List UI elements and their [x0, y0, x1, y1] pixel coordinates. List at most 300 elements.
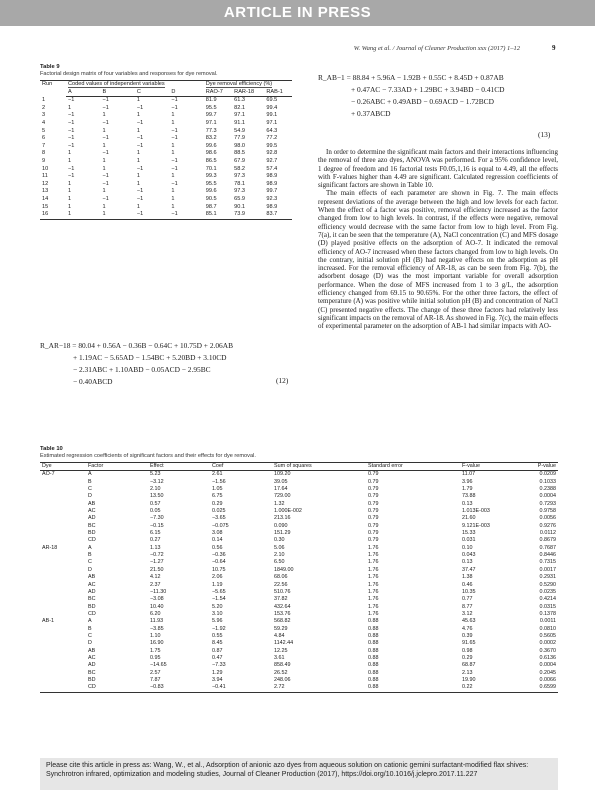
- table-cell: 0.0004: [539, 662, 556, 669]
- equation-13-number: (13): [538, 130, 551, 139]
- table-cell: 22.56: [274, 581, 288, 588]
- equation-13-line: + 0.37ABCD: [351, 109, 391, 118]
- table-cell: 15: [42, 203, 49, 210]
- table-cell: 1: [136, 157, 140, 164]
- table-cell: 1.79: [462, 486, 473, 493]
- table-row: [40, 662, 558, 669]
- table-cell: B: [88, 625, 92, 632]
- table-row: [40, 188, 292, 196]
- table-cell: 0.8446: [539, 552, 556, 559]
- table-cell: 510.76: [274, 588, 291, 595]
- table-cell: 45.63: [462, 618, 476, 625]
- table-row: [40, 181, 292, 189]
- table-cell: −0.36: [212, 552, 226, 559]
- table-cell: 16.90: [150, 640, 164, 647]
- table-cell: 0.0315: [539, 603, 556, 610]
- table-cell: [40, 552, 86, 559]
- table-cell: −1: [171, 104, 178, 111]
- table-cell: 92.7: [266, 157, 278, 164]
- table-cell: [40, 626, 86, 633]
- table-cell: −1: [68, 119, 75, 126]
- table-cell: AB: [88, 647, 96, 654]
- table-row: [40, 604, 558, 611]
- equation-13-line: R_AB−1 = 88.84 + 5.96A − 1.92B + 0.55C + 8.45D + 0.87AB: [318, 73, 504, 82]
- table-cell: 0.090: [274, 522, 288, 529]
- table-row: [40, 211, 292, 219]
- table-cell: 1: [68, 195, 72, 202]
- table-cell: 0.22: [460, 684, 514, 692]
- table-cell: −1: [136, 104, 144, 111]
- table-cell: 0.77: [462, 596, 473, 603]
- table-cell: 2.61: [212, 471, 223, 478]
- table-cell: 5.23: [150, 471, 161, 478]
- table-9-subhead: C: [135, 89, 169, 97]
- table-cell: AD: [88, 662, 96, 669]
- table-cell: 67.9: [234, 157, 246, 164]
- table-row: [40, 105, 292, 113]
- table-cell: D: [88, 640, 92, 647]
- citation-footer: Please cite this article in press as: Wang, W., et al., Adsorption of anionic azo dyes from aqueous solution on cationic gemini surfactant-modified flax shives: Synchrotron infrared, optimization and modeling studies, Journal of Cleaner Production (2017), https://doi.org/10.1016/j.jclepro.2017.11.227: [40, 758, 558, 790]
- table-cell: 98.0: [234, 142, 246, 149]
- table-9-head-coded: Coded values of independent variables: [66, 81, 204, 89]
- table-cell: 0.10: [462, 544, 473, 551]
- table-cell: C: [88, 486, 92, 493]
- table-9-subhead: A: [66, 89, 100, 97]
- table-cell: BC: [88, 669, 96, 676]
- table-cell: 0.8679: [539, 537, 556, 544]
- table-cell: −5.65: [212, 588, 226, 595]
- table-cell: 0.88: [368, 662, 379, 669]
- table-cell: −1: [136, 165, 144, 172]
- table-cell: 1: [136, 203, 140, 210]
- table-cell: 10.75: [212, 566, 226, 573]
- equation-12-line: − 2.31ABC + 1.10ABD − 0.05ACD − 2.95BC: [73, 365, 211, 374]
- table-cell: 0.88: [368, 669, 379, 676]
- table-cell: 0.88: [368, 618, 379, 625]
- table-cell: 1: [68, 203, 72, 210]
- table-10-grid: [40, 462, 558, 693]
- table-row: [40, 633, 558, 640]
- table-cell: 4.12: [150, 574, 161, 581]
- table-cell: 92.3: [266, 195, 278, 202]
- table-cell: 0.27: [150, 537, 161, 544]
- table-cell: −1: [102, 119, 109, 126]
- table-cell: 8: [42, 150, 46, 157]
- table-cell: 0.88: [368, 647, 379, 654]
- table-cell: AD: [88, 515, 96, 522]
- table-cell: 1: [171, 203, 175, 210]
- table-cell: 99.7: [266, 188, 278, 195]
- table-cell: 2.10: [274, 552, 285, 559]
- table-cell: 0.30: [274, 537, 285, 544]
- table-cell: 98.7: [205, 203, 217, 210]
- table-cell: 69.5: [266, 97, 278, 104]
- table-row: [40, 567, 558, 574]
- paragraph-anova: In order to determine the significant main factors and their interactions influencing the removal of three azo dyes, ANOVA was performed. For a 95% confidence level, 1 degree of freedom and 16 factorial tests F0.05,1,16 is equal to 4.49, all the effects with F-values higher than 4.49 are significant. Calculated regression coefficients of significant factors are shown in Table 10.: [318, 148, 558, 190]
- table-cell: 0.05: [150, 508, 161, 515]
- table-cell: 3.12: [462, 610, 473, 617]
- table-cell: [40, 508, 86, 515]
- table-cell: 77.3: [205, 127, 217, 134]
- table-cell: 2.06: [212, 574, 223, 581]
- table-cell: 0.79: [368, 478, 379, 485]
- table-cell: 97.1: [266, 119, 278, 126]
- table-cell: 1: [66, 211, 100, 219]
- table-cell: 1: [171, 119, 175, 126]
- table-cell: 39.05: [274, 478, 288, 485]
- table-cell: 1: [171, 150, 175, 157]
- table-cell: B: [88, 478, 92, 485]
- table-cell: 0.46: [462, 581, 473, 588]
- table-cell: 6.20: [150, 610, 161, 617]
- table-row: [40, 508, 558, 515]
- table-cell: 0.5605: [539, 632, 556, 639]
- table-row: [40, 120, 292, 128]
- table-10-header: P-value: [514, 463, 558, 471]
- article-in-press-banner: ARTICLE IN PRESS: [0, 0, 595, 26]
- table-cell: −1.27: [150, 559, 164, 566]
- table-cell: [40, 486, 86, 493]
- table-cell: 2: [42, 104, 46, 111]
- table-cell: −1: [102, 135, 109, 142]
- table-cell: −1: [171, 135, 178, 142]
- table-cell: 1: [136, 97, 140, 104]
- table-cell: −1: [68, 142, 75, 149]
- table-cell: 0.0810: [539, 625, 556, 632]
- table-cell: 5.96: [212, 618, 223, 625]
- table-cell: 6.50: [274, 559, 285, 566]
- table-cell: 153.76: [274, 610, 291, 617]
- table-cell: 1.76: [368, 559, 379, 566]
- table-cell: 1: [102, 142, 106, 149]
- table-cell: 1: [171, 195, 175, 202]
- table-cell: CD: [88, 537, 96, 544]
- table-cell: 1: [102, 203, 106, 210]
- table-row: [40, 471, 558, 479]
- table-cell: 1.05: [212, 486, 223, 493]
- equation-12-line: + 1.19AC − 5.65AD − 1.54BC + 5.20BD + 3.10CD: [73, 353, 227, 362]
- table-row: [40, 479, 558, 486]
- table-9: [40, 64, 292, 220]
- table-cell: [40, 611, 86, 618]
- table-cell: 0.88: [366, 684, 460, 692]
- table-row: [40, 196, 292, 204]
- table-cell: 58.2: [234, 165, 246, 172]
- table-10: [40, 446, 558, 693]
- table-cell: 1: [171, 142, 175, 149]
- table-cell: 1: [102, 188, 106, 195]
- table-cell: 0.6599: [514, 684, 558, 692]
- table-cell: −1: [102, 150, 109, 157]
- table-row: [40, 640, 558, 647]
- running-head: W. Wang et al. / Journal of Cleaner Production xxx (2017) 1–12: [353, 45, 520, 52]
- table-cell: −1: [102, 97, 109, 104]
- table-cell: 5.20: [212, 603, 223, 610]
- table-cell: C: [88, 559, 92, 566]
- table-row: [40, 655, 558, 662]
- table-9-caption: Factorial design matrix of four variables and responses for dye removal.: [40, 71, 218, 77]
- equation-13-line: + 0.47AC − 7.33AD + 1.29BC + 3.94BD − 0.41CD: [351, 85, 505, 94]
- table-cell: 90.5: [205, 195, 217, 202]
- table-row: [40, 143, 292, 151]
- table-cell: 21.50: [150, 566, 164, 573]
- table-cell: 8.77: [462, 603, 473, 610]
- table-row: [40, 158, 292, 166]
- table-cell: AC: [88, 581, 96, 588]
- table-cell: D: [88, 493, 92, 500]
- table-cell: [40, 567, 86, 574]
- table-cell: [40, 515, 86, 522]
- table-cell: 0.031: [462, 537, 476, 544]
- table-cell: 97.3: [234, 188, 246, 195]
- table-cell: −0.64: [212, 559, 226, 566]
- table-cell: −1: [136, 195, 144, 202]
- table-cell: −7.33: [212, 662, 226, 669]
- table-cell: [40, 677, 86, 684]
- table-cell: 1: [136, 150, 140, 157]
- table-cell: 99.6: [205, 142, 217, 149]
- table-cell: 3.94: [212, 676, 223, 683]
- table-cell: 6: [42, 135, 46, 142]
- equation-12: [40, 340, 296, 388]
- table-cell: [40, 640, 86, 647]
- table-cell: 16: [40, 211, 66, 219]
- table-cell: 7: [42, 142, 46, 149]
- table-cell: 0.7687: [539, 544, 556, 551]
- table-cell: 1.013E-003: [462, 508, 490, 515]
- table-cell: 3.61: [274, 654, 285, 661]
- equation-12-line: R_AR−18 = 80.04 + 0.56A − 0.36B − 0.64C + 10.75D + 2.06AB: [40, 341, 234, 350]
- table-cell: 109.20: [274, 471, 291, 478]
- table-cell: 1: [136, 173, 140, 180]
- table-row: [40, 582, 558, 589]
- table-row: [40, 648, 558, 655]
- table-cell: AC: [88, 508, 96, 515]
- table-cell: 0.7293: [539, 500, 556, 507]
- table-cell: 2.37: [150, 581, 161, 588]
- table-row: [40, 552, 558, 559]
- table-cell: 2.10: [150, 486, 161, 493]
- table-cell: 37.82: [274, 596, 288, 603]
- table-cell: [40, 662, 86, 669]
- table-cell: 0.2388: [539, 486, 556, 493]
- table-cell: −1: [102, 180, 109, 187]
- table-cell: 57.4: [266, 165, 278, 172]
- table-10-header: Sum of squares: [272, 463, 366, 471]
- table-9-subhead: RAB-1: [264, 89, 292, 97]
- table-cell: −1: [68, 135, 75, 142]
- table-cell: 0.043: [462, 552, 476, 559]
- paragraph-main-effects: The main effects of each parameter are shown in Fig. 7. The main effects represent deviations of the average between the high and low levels for each factor. When the effect of a factor was positive, removal efficiency increased as the factor changed from low to high levels. In contrast, if the effects were negative, removal efficiency would decrease with the same factor from low to high level. From Fig. 7(a), it can be seen that the temperature (A), NaCl concentration (C) and MFS dosage (D) played positive effects on the adsorption of AO-7. It indicated the removal efficiency of AO-7 increased when these factors changed from low to high levels. On the contrary, initial solution pH (B) had negative effects on the adsorption as pH increased. For the removal efficiency of AR-18, as can be seen from Fig. 7(b), the adsorbent dosage (D) was the most important variable for overall adsorption performance. When the dose of MFS increased from 1 to 3 g/L, the adsorption efficiency changed from 69.15 to 90.65%. For the other three factors, the effect of temperature (A) was positive while initial solution pH (B) and concentration of NaCl (C) presented negative effects. The change of these three factors had relatively less significant impacts on the removal of AR-18. As showed in Fig. 7(c), the main effects of experimental parameter on the adsorption of AB-1 had similar impacts with AO-: [318, 189, 558, 331]
- table-cell: 5: [42, 127, 46, 134]
- table-cell: 2.72: [272, 684, 366, 692]
- table-row: [40, 135, 292, 143]
- table-cell: 68.87: [462, 662, 476, 669]
- table-cell: 1: [68, 150, 72, 157]
- table-cell: A: [88, 471, 92, 478]
- table-cell: 1.000E-002: [274, 508, 302, 515]
- table-row: [40, 589, 558, 596]
- table-cell: −0.41: [210, 684, 272, 692]
- table-cell: 1.32: [274, 500, 285, 507]
- table-cell: −1: [136, 188, 144, 195]
- table-cell: 78.1: [234, 180, 246, 187]
- table-cell: 0.2045: [539, 669, 556, 676]
- table-cell: CD: [88, 610, 96, 617]
- table-cell: 729.00: [274, 493, 291, 500]
- table-cell: [40, 523, 86, 530]
- table-cell: [40, 648, 86, 655]
- table-cell: 1.76: [368, 588, 379, 595]
- table-cell: 0.4214: [539, 596, 556, 603]
- table-row: [40, 530, 558, 537]
- table-cell: −1: [68, 173, 75, 180]
- table-cell: −3.08: [150, 596, 164, 603]
- table-cell: 0.2931: [539, 574, 556, 581]
- table-cell: 1: [171, 173, 175, 180]
- table-cell: 0.5290: [539, 581, 556, 588]
- table-cell: 0.13: [462, 559, 473, 566]
- table-cell: −1: [68, 165, 75, 172]
- table-row: [40, 559, 558, 566]
- table-cell: 59.29: [274, 625, 288, 632]
- table-row: [40, 128, 292, 136]
- table-cell: 0.56: [212, 544, 223, 551]
- table-cell: 0.98: [462, 647, 473, 654]
- table-cell: 1: [102, 165, 106, 172]
- table-cell: 98.9: [266, 173, 278, 180]
- table-cell: −0.15: [150, 522, 164, 529]
- table-cell: 0.79: [368, 500, 379, 507]
- table-cell: 83.2: [205, 135, 217, 142]
- table-cell: 98.9: [266, 180, 278, 187]
- table-cell: 14: [42, 195, 49, 202]
- table-cell: 97.1: [205, 119, 217, 126]
- table-cell: 0.9276: [539, 522, 556, 529]
- table-cell: 0.79: [368, 515, 379, 522]
- table-cell: 4: [42, 119, 46, 126]
- table-cell: −1: [171, 97, 178, 104]
- table-cell: C: [88, 632, 92, 639]
- table-cell: 6.15: [150, 530, 161, 537]
- table-cell: 0.0235: [539, 588, 556, 595]
- table-cell: AR-18: [42, 544, 58, 551]
- table-cell: [40, 589, 86, 596]
- table-cell: 1: [68, 188, 72, 195]
- table-cell: −1.92: [212, 625, 226, 632]
- table-cell: 1: [171, 188, 175, 195]
- table-cell: 77.2: [266, 135, 278, 142]
- table-cell: 9.121E-003: [462, 522, 490, 529]
- table-cell: 99.6: [205, 188, 217, 195]
- table-9-subhead: RAR-18: [232, 89, 264, 97]
- table-cell: −1.56: [212, 478, 226, 485]
- table-cell: [40, 530, 86, 537]
- table-cell: 11.93: [150, 618, 164, 625]
- table-row: [40, 626, 558, 633]
- table-cell: −1: [171, 165, 178, 172]
- table-cell: 0.025: [212, 508, 226, 515]
- table-cell: 61.3: [234, 97, 246, 104]
- table-cell: 1.76: [368, 596, 379, 603]
- table-cell: 12.25: [274, 647, 288, 654]
- table-row: [40, 684, 558, 692]
- table-cell: 68.06: [274, 574, 288, 581]
- table-cell: 0.6136: [539, 654, 556, 661]
- table-row: [40, 618, 558, 625]
- table-row: [40, 677, 558, 684]
- table-cell: 1.19: [212, 581, 223, 588]
- table-cell: 0.87: [212, 647, 223, 654]
- table-cell: 0.29: [462, 654, 473, 661]
- table-cell: −1.54: [212, 596, 226, 603]
- table-9-grid: [40, 80, 292, 220]
- table-cell: 0.0209: [539, 471, 556, 478]
- table-cell: 10.40: [150, 603, 164, 610]
- table-cell: −7.30: [150, 515, 164, 522]
- table-cell: 0.0056: [539, 515, 556, 522]
- table-row: [40, 611, 558, 618]
- table-cell: −0.72: [150, 552, 164, 559]
- table-row: [40, 97, 292, 105]
- table-cell: 1.76: [368, 544, 379, 551]
- table-cell: 17.64: [274, 486, 288, 493]
- table-cell: 37.47: [462, 566, 476, 573]
- table-cell: 99.5: [266, 142, 278, 149]
- table-cell: 0.95: [150, 654, 161, 661]
- table-9-subhead: D: [169, 89, 203, 97]
- table-cell: −1: [136, 119, 144, 126]
- table-cell: 9: [42, 157, 46, 164]
- table-cell: A: [88, 618, 92, 625]
- table-cell: 99.4: [266, 104, 278, 111]
- table-cell: −1: [169, 211, 203, 219]
- table-cell: 1.13: [150, 544, 161, 551]
- table-cell: 11.07: [462, 471, 476, 478]
- table-cell: 15.33: [462, 530, 476, 537]
- table-cell: 81.9: [205, 97, 217, 104]
- table-row: [40, 670, 558, 677]
- table-10-header: Coef: [210, 463, 272, 471]
- table-cell: [40, 537, 86, 544]
- table-cell: 6.75: [212, 493, 223, 500]
- table-cell: CD: [86, 684, 148, 692]
- table-cell: 0.29: [212, 500, 223, 507]
- table-9-subhead: B: [100, 89, 134, 97]
- table-cell: −1: [68, 97, 75, 104]
- table-cell: 91.65: [462, 640, 476, 647]
- table-row: [40, 112, 292, 120]
- table-cell: 0.88: [368, 632, 379, 639]
- table-cell: 0.57: [150, 500, 161, 507]
- table-cell: 97.1: [234, 112, 246, 119]
- table-row: [40, 523, 558, 530]
- table-cell: 77.9: [234, 135, 246, 142]
- table-cell: 3: [42, 112, 46, 119]
- table-cell: AC: [88, 654, 96, 661]
- table-cell: 97.3: [234, 173, 246, 180]
- table-cell: 1142.44: [274, 640, 294, 647]
- table-cell: 88.5: [234, 150, 246, 157]
- table-cell: [40, 596, 86, 603]
- table-cell: [40, 559, 86, 566]
- table-cell: [40, 501, 86, 508]
- table-cell: 3.96: [462, 478, 473, 485]
- table-cell: 1.38: [462, 574, 473, 581]
- table-cell: 213.16: [274, 515, 291, 522]
- table-cell: AB: [88, 500, 96, 507]
- table-cell: 1.76: [368, 566, 379, 573]
